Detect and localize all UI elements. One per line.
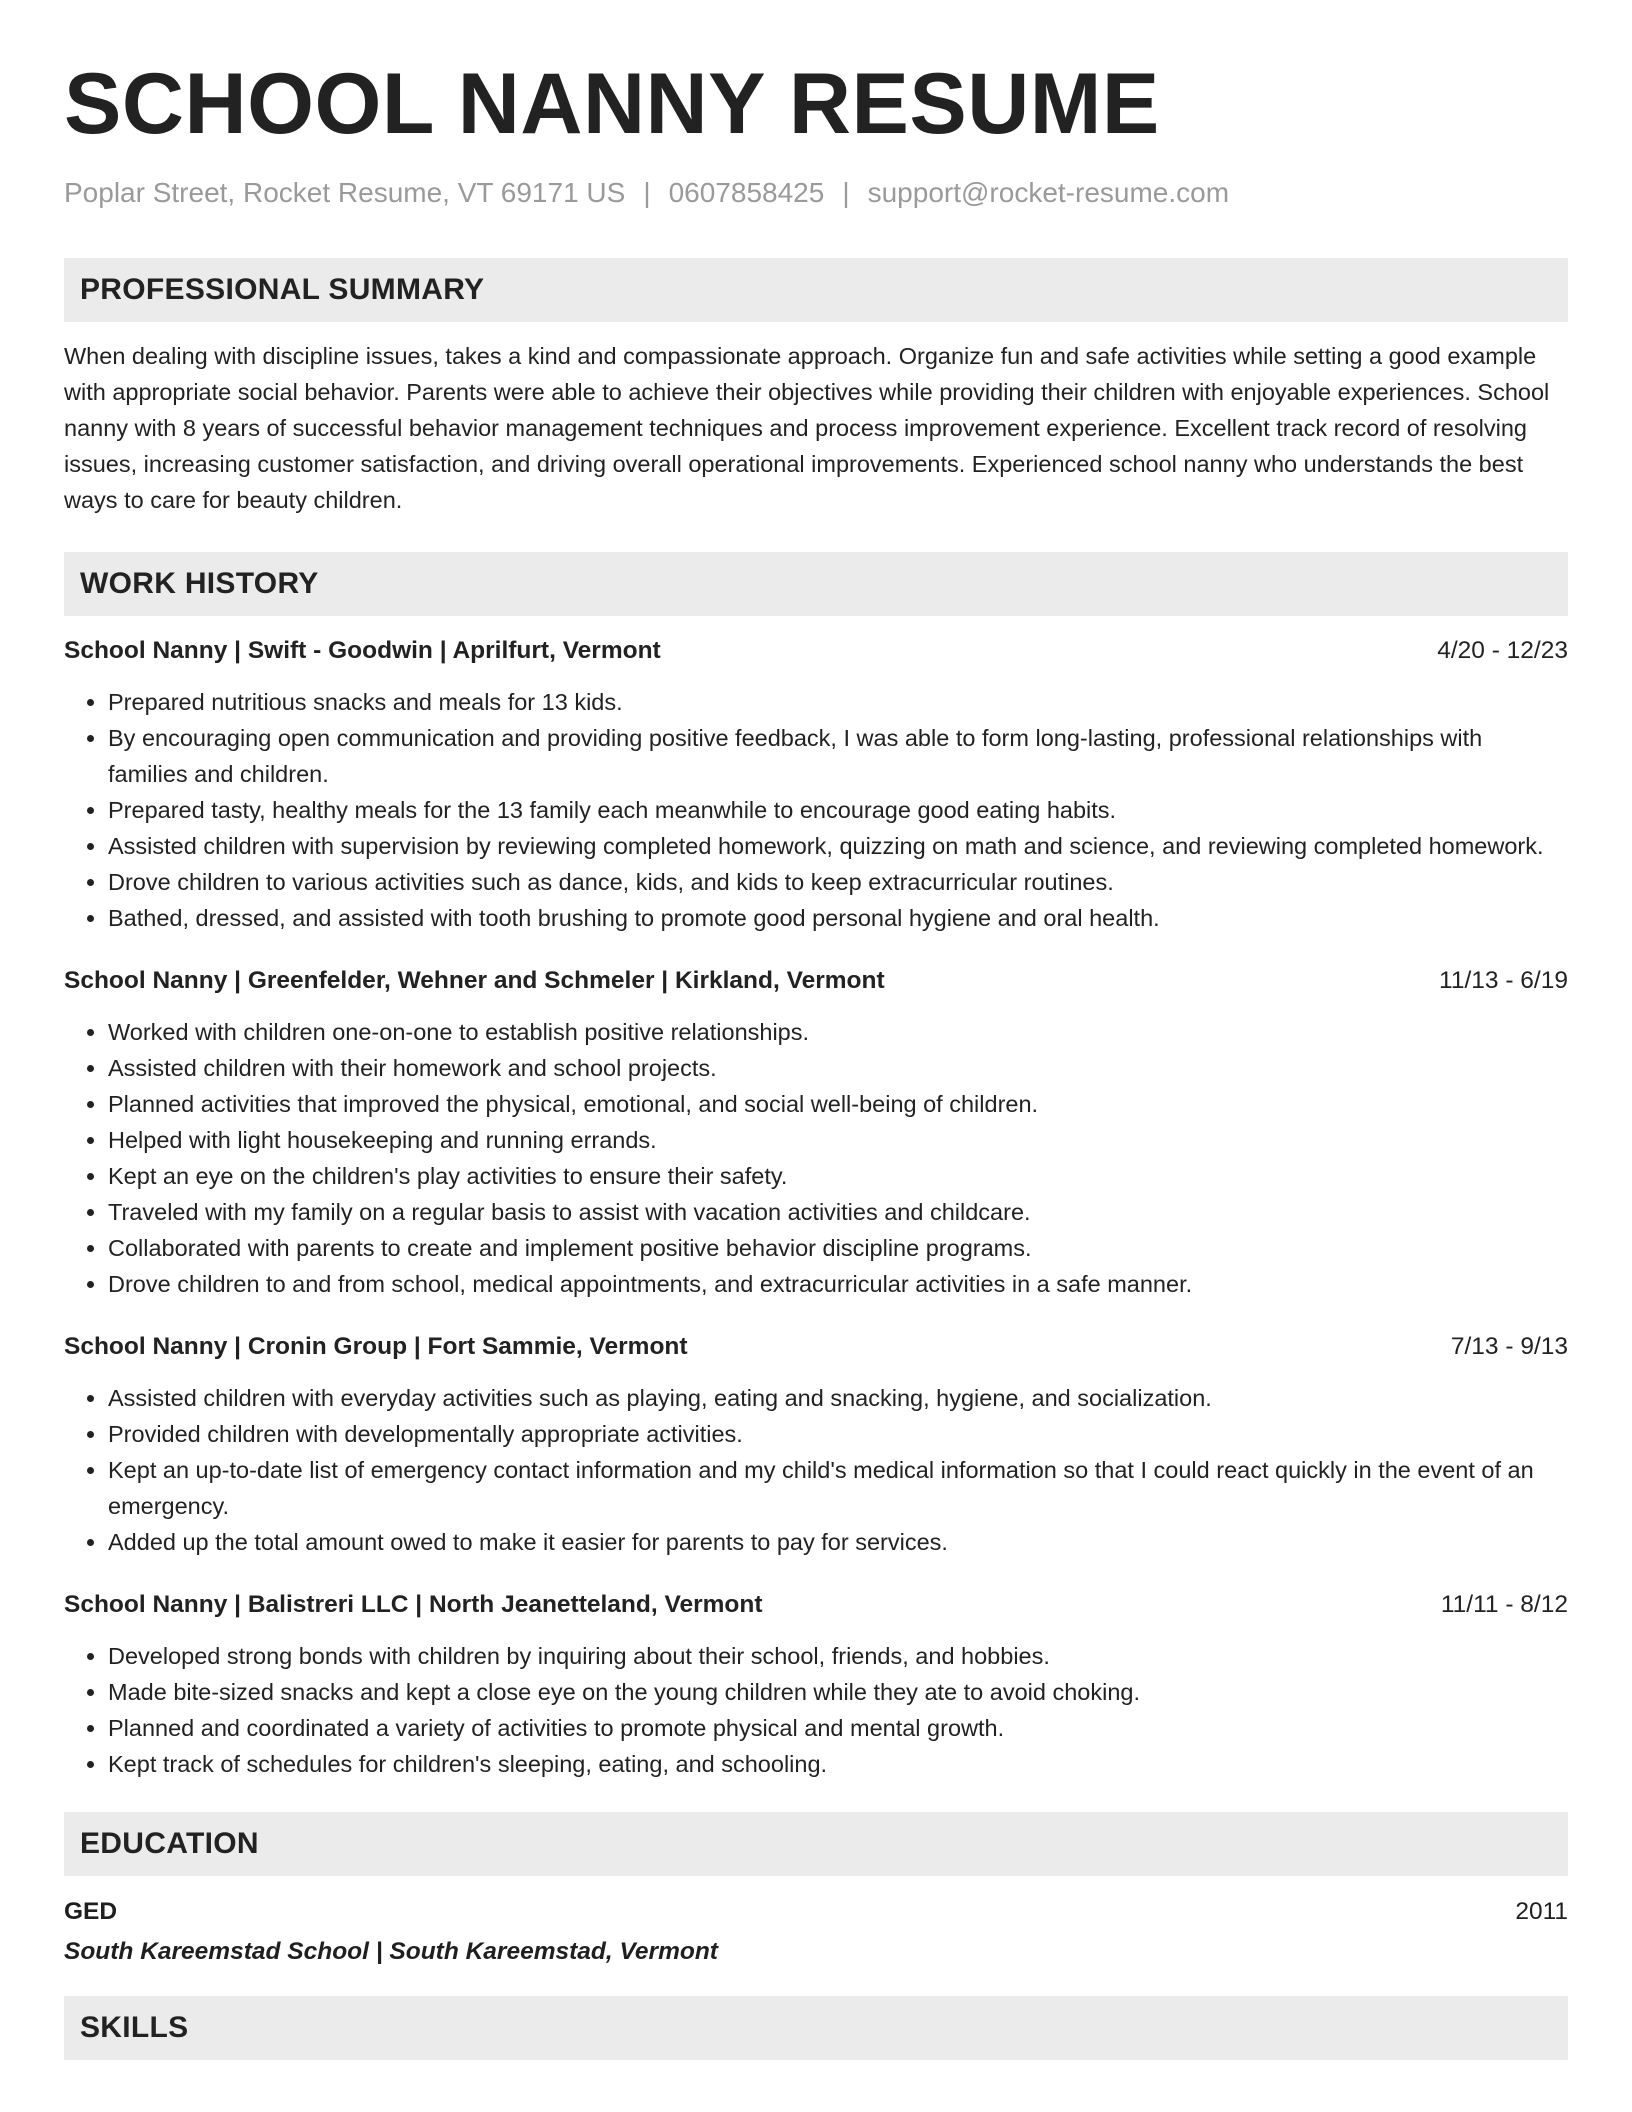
summary-section-header: PROFESSIONAL SUMMARY — [64, 258, 1568, 322]
job-bullet: • Developed strong bonds with children by inquiring about their school, friends, and hobbies. — [108, 1638, 1568, 1674]
job-bullet: • Added up the total amount owed to make it easier for parents to pay for services. — [108, 1524, 1568, 1560]
job-bullets — [64, 684, 1568, 936]
job-title: School Nanny | Cronin Group | Fort Sammie, Vermont — [64, 1333, 688, 1360]
job-dates: 11/13 - 6/19 — [1439, 967, 1568, 994]
job-header — [64, 1330, 1568, 1364]
job-bullets — [64, 1380, 1568, 1560]
job-title: School Nanny | Greenfelder, Wehner and Schmeler | Kirkland, Vermont — [64, 967, 885, 994]
education-section-header: EDUCATION — [64, 1812, 1568, 1876]
education-header — [64, 1894, 1568, 1930]
job-bullet: • Kept track of schedules for children's sleeping, eating, and schooling. — [108, 1746, 1568, 1782]
job-bullet: • Assisted children with everyday activities such as playing, eating and snacking, hygiene, and socialization. — [108, 1380, 1568, 1416]
job-entry — [64, 634, 1568, 936]
summary-text: When dealing with discipline issues, takes a kind and compassionate approach. Organize fun and safe activities while setting a good example with appropriate social behavior. Parents were able to achieve their objectives while providing their children with enjoyable experiences. School nanny with 8 years of successful behavior management techniques and process improvement experience. Excellent track record of resolving issues, increasing customer satisfaction, and driving overall operational improvements. Experienced school nanny who understands the best ways to care for beauty children. — [64, 343, 1550, 513]
job-bullet: • Assisted children with supervision by reviewing completed homework, quizzing on math and science, and reviewing completed homework. — [108, 828, 1568, 864]
job-bullet: • Kept an up-to-date list of emergency contact information and my child's medical information so that I could react quickly in the event of an emergency. — [108, 1452, 1568, 1524]
job-title: School Nanny | Swift - Goodwin | Aprilfurt, Vermont — [64, 637, 661, 664]
job-bullet: • Collaborated with parents to create and implement positive behavior discipline programs. — [108, 1230, 1568, 1266]
contact-address: Poplar Street, Rocket Resume, VT 69171 US — [64, 177, 626, 208]
job-bullets — [64, 1638, 1568, 1782]
education-degree: GED — [64, 1898, 118, 1925]
job-title: School Nanny | Balistreri LLC | North Jeanetteland, Vermont — [64, 1591, 763, 1618]
job-header — [64, 634, 1568, 668]
job-bullet: • Drove children to various activities such as dance, kids, and kids to keep extracurricular routines. — [108, 864, 1568, 900]
job-bullet: • Provided children with developmentally appropriate activities. — [108, 1416, 1568, 1452]
job-bullet: • Kept an eye on the children's play activities to ensure their safety. — [108, 1158, 1568, 1194]
job-bullet: • Prepared tasty, healthy meals for the 13 family each meanwhile to encourage good eating habits. — [108, 792, 1568, 828]
job-bullet: • Traveled with my family on a regular basis to assist with vacation activities and childcare. — [108, 1194, 1568, 1230]
job-bullet: • Assisted children with their homework and school projects. — [108, 1050, 1568, 1086]
job-entry — [64, 1588, 1568, 1782]
contact-separator: | — [643, 177, 651, 208]
job-bullets — [64, 1014, 1568, 1302]
work-history-section-header: WORK HISTORY — [64, 552, 1568, 616]
job-dates: 11/11 - 8/12 — [1440, 1591, 1568, 1618]
job-bullet: • Made bite-sized snacks and kept a close eye on the young children while they ate to avoid choking. — [108, 1674, 1568, 1710]
contact-separator: | — [842, 177, 850, 208]
job-dates: 4/20 - 12/23 — [1437, 637, 1568, 664]
education-school: South Kareemstad School | South Kareemstad, Vermont — [64, 1938, 718, 1965]
education-year: 2011 — [1515, 1898, 1568, 1925]
contact-phone: 0607858425 — [668, 177, 825, 208]
skills-section-header: SKILLS — [64, 1996, 1568, 2060]
job-bullet: • By encouraging open communication and providing positive feedback, I was able to form long-lasting, professional relationships with families and children. — [108, 720, 1568, 792]
job-bullet: • Bathed, dressed, and assisted with tooth brushing to promote good personal hygiene and oral health. — [108, 900, 1568, 936]
contact-line — [64, 176, 1568, 210]
job-bullet: • Planned and coordinated a variety of activities to promote physical and mental growth. — [108, 1710, 1568, 1746]
job-bullet: • Prepared nutritious snacks and meals for 13 kids. — [108, 684, 1568, 720]
job-bullet: • Helped with light housekeeping and running errands. — [108, 1122, 1568, 1158]
job-bullet: • Drove children to and from school, medical appointments, and extracurricular activities in a safe manner. — [108, 1266, 1568, 1302]
job-header — [64, 964, 1568, 998]
contact-email: support@rocket-resume.com — [867, 177, 1230, 208]
job-bullet: • Worked with children one-on-one to establish positive relationships. — [108, 1014, 1568, 1050]
job-entry — [64, 1330, 1568, 1560]
job-bullet: • Planned activities that improved the physical, emotional, and social well-being of children. — [108, 1086, 1568, 1122]
job-header — [64, 1588, 1568, 1622]
job-entry — [64, 964, 1568, 1302]
job-dates: 7/13 - 9/13 — [1450, 1333, 1568, 1360]
resume-name: SCHOOL NANNY RESUME — [64, 56, 1160, 152]
